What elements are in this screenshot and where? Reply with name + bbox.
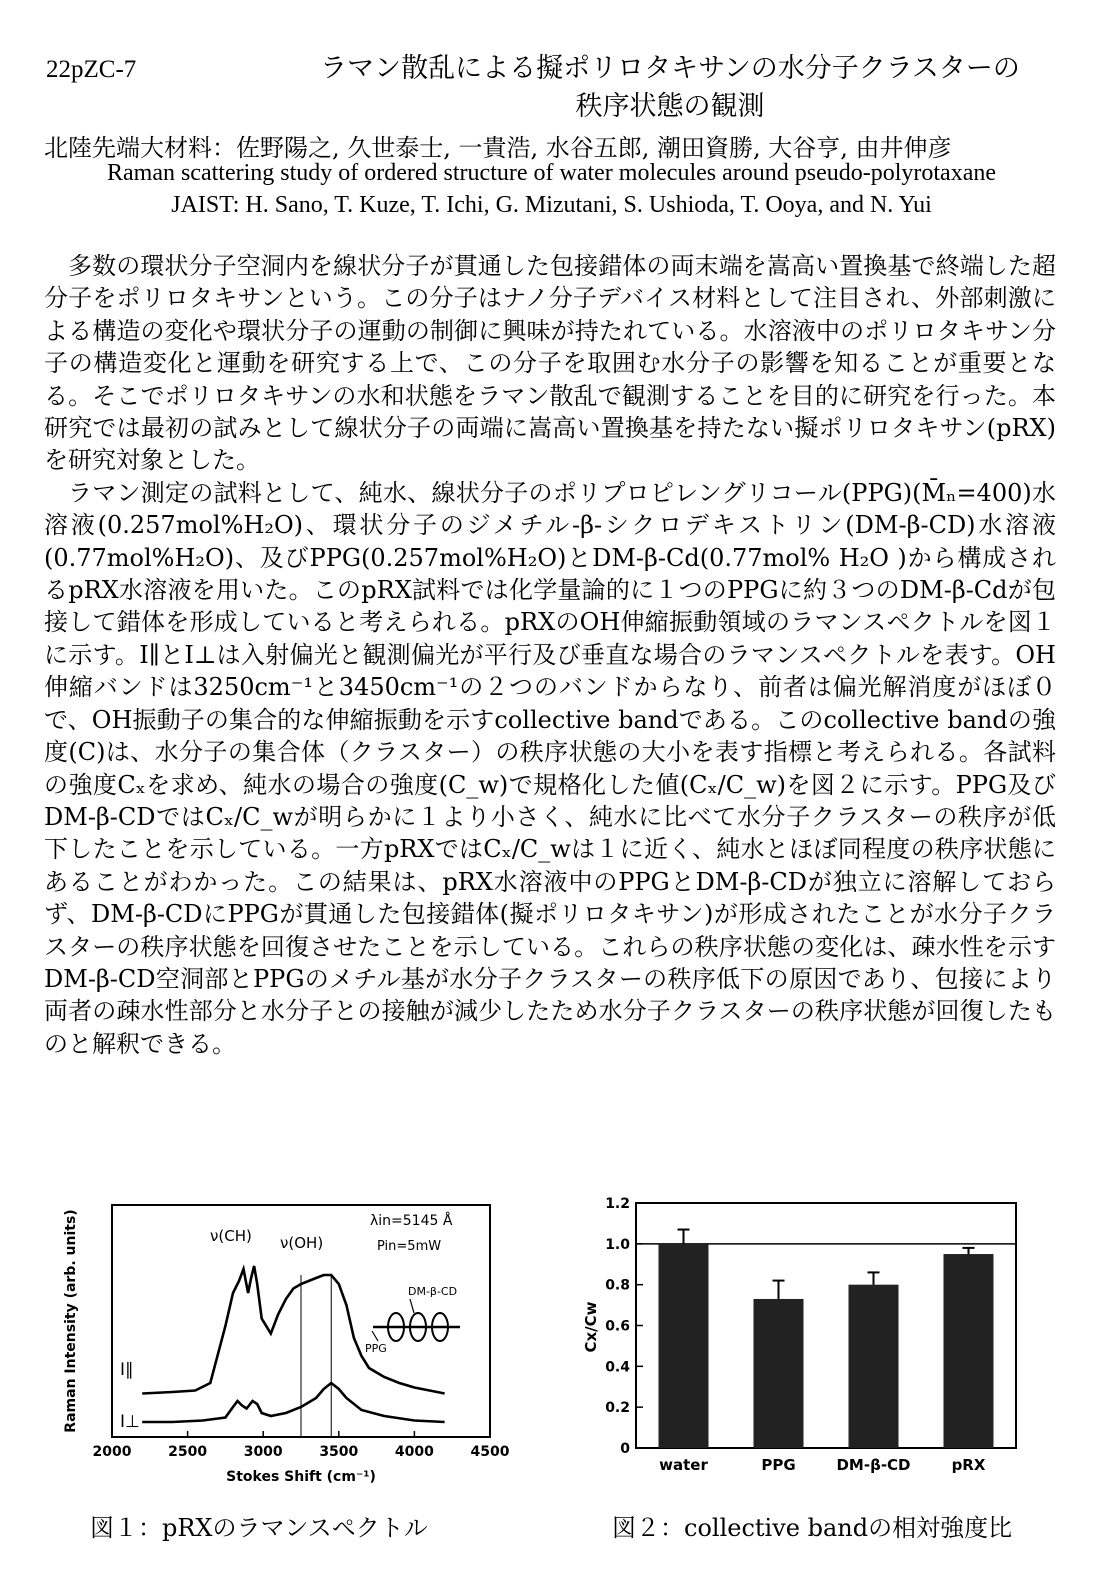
figure1-y-axis-label: Raman Intensity (arb. units) (63, 1209, 79, 1433)
bar-2 (849, 1285, 899, 1448)
figure2-y-axis-label: Cx/Cw (582, 1301, 600, 1353)
abstract-body (44, 250, 1056, 1060)
paragraph-1: 多数の環状分子空洞内を線状分子が貫通した包接錯体の両末端を嵩高い置換基で終端した超分子をポリロタキサンという。この分子はナノ分子デバイス材料として注目され、外部刺激による構造の変化や環状分子の運動の制御に興味が持たれている。水溶液中のポリロタキサン分子の構造変化と運動を研究する上で、この分子を取囲む水分子の影響を知ることが重要となる。そこでポリロタキサンの水和状態をラマン散乱で観測することを目的に研究を行った。本研究では最初の試みとして線状分子の両端に嵩高い置換基を持たない擬ポリロタキサン(pRX)を研究対象とした。 (44, 252, 1057, 475)
figure1-x-axis-label: Stokes Shift (cm⁻¹) (226, 1469, 376, 1485)
figure2-y-tick-label: 1.2 (605, 1196, 630, 1212)
figure1-x-tick-label: 4500 (470, 1444, 510, 1460)
category-label: pRX (951, 1456, 986, 1474)
figure1-reference-lines (301, 1275, 331, 1437)
spectrum-line-parallel (142, 1266, 444, 1394)
figure2-y-tick-label: 0.2 (605, 1400, 630, 1417)
figure2-y-tick-label: 0.4 (605, 1359, 630, 1376)
figure2-y-tick-label: 0 (620, 1441, 630, 1457)
figure2-y-tick-label: 0.8 (605, 1277, 630, 1294)
figure2-bar-chart (580, 1185, 1050, 1495)
figure2-y-tick-label: 0.6 (605, 1318, 630, 1335)
spectrum-line-perpendicular (142, 1383, 444, 1422)
pseudo-polyrotaxane-icon (372, 1299, 460, 1341)
label-lambda-in: λin=5145 Å (370, 1213, 453, 1229)
paper-title-line2: 秩序状態の観測 (575, 91, 765, 122)
figure2-y-tick-label: 1.0 (605, 1236, 630, 1253)
label-i-parallel: I∥ (120, 1360, 134, 1380)
paper-title-english: Raman scattering study of ordered structure of water molecules around pseudo-polyrotaxane (106, 160, 997, 186)
paper-title-line1: ラマン散乱による擬ポリロタキサンの水分子クラスターの (320, 53, 1020, 84)
bar-1 (754, 1299, 804, 1448)
figure2-caption: 図２：collective bandの相対強度比 (612, 1514, 1013, 1542)
label-nu-oh: ν(OH) (280, 1234, 324, 1252)
category-label: water (659, 1456, 708, 1474)
figure1-x-tick-label: 4000 (394, 1444, 434, 1460)
paragraph-2: ラマン測定の試料として、純水、線状分子のポリプロピレングリコール(PPG)(M̄ₙ=400)水溶液(0.257mol%H₂O)、環状分子のジメチル-β-シクロデキストリン(DM-β-CD)水溶液(0.77mol%H₂O)、及びPPG(0.257mol%H₂O)とDM-β-Cd(0.77mol% H₂O )から構成されるpRX水溶液を用いた。このpRX試料では化学量論的に１つのPPGに約３つのDM-β-Cdが包接して錯体を形成していると考えられる。pRXのOH伸縮振動領域のラマンスペクトルを図１に示す。I∥とI⊥は入射偏光と観測偏光が平行及び垂直な場合のラマンスペクトルを表す。OH伸縮バンドは3250cm⁻¹と3450cm⁻¹の２つのバンドからなり、前者は偏光解消度がほぼ０で、OH振動子の集合的な伸縮振動を示すcollective bandである。このcollective bandの強度(C)は、水分子の集合体（クラスター）の秩序状態の大小を表す指標と考えられる。各試料の強度Cₓを求め、純水の場合の強度(C_w)で規格化した値(Cₓ/C_w)を図２に示す。PPG及びDM-β-CDではCₓ/C_wが明らかに１より小さく、純水に比べて水分子クラスターの秩序が低下したことを示している。一方pRXではCₓ/C_wは１に近く、純水とほぼ同程度の秩序状態にあることがわかった。この結果は、pRX水溶液中のPPGとDM-β-CDが独立に溶解しておらず、DM-β-CDにPPGが貫通した包接錯体(擬ポリロタキサン)が形成されたことが水分子クラスターの秩序状態を回復させたことを示している。これらの秩序状態の変化は、疎水性を示すDM-β-CD空洞部とPPGのメチル基が水分子クラスターの秩序低下の原因であり、包接により両者の疎水性部分と水分子との接触が減少したため水分子クラスターの秩序状態が回復したものと解釈できる。 (44, 478, 1056, 1058)
paper-id: 22pZC-7 (46, 56, 137, 83)
category-label: DM-β-CD (836, 1456, 911, 1474)
authors-japanese: 北陸先端大材料：佐野陽之, 久世泰士, 一貴浩, 水谷五郎, 潮田資勝, 大谷亨, 由井伸彦 (44, 134, 952, 162)
figure1-caption: 図１：pRXのラマンスペクトル (90, 1514, 428, 1542)
figure1-x-tick-label: 3000 (243, 1444, 283, 1460)
figure1-spectrum (40, 1195, 510, 1500)
label-ppg: PPG (365, 1342, 387, 1355)
figure1-x-tick-label: 2000 (92, 1444, 132, 1460)
bar-0 (659, 1244, 709, 1448)
figure1-x-tick-label: 3500 (319, 1444, 359, 1460)
label-i-perpendicular: I⊥ (120, 1412, 140, 1432)
paper-title (200, 50, 1099, 126)
figure2-bars (659, 1230, 994, 1448)
figure1-x-tick-label: 2500 (168, 1444, 208, 1460)
label-power-in: Pin=5mW (377, 1239, 442, 1254)
authors-english: JAIST: H. Sano, T. Kuze, T. Ichi, G. Mizutani, S. Ushioda, T. Ooya, and N. Yui (171, 192, 932, 218)
label-dm-b-cd: DM-β-CD (408, 1285, 458, 1298)
label-nu-ch: ν(CH) (210, 1227, 252, 1245)
figure2-x-labels (659, 1456, 986, 1474)
category-label: PPG (761, 1456, 796, 1474)
bar-3 (944, 1254, 994, 1448)
figure2-y-ticks (605, 1196, 643, 1457)
